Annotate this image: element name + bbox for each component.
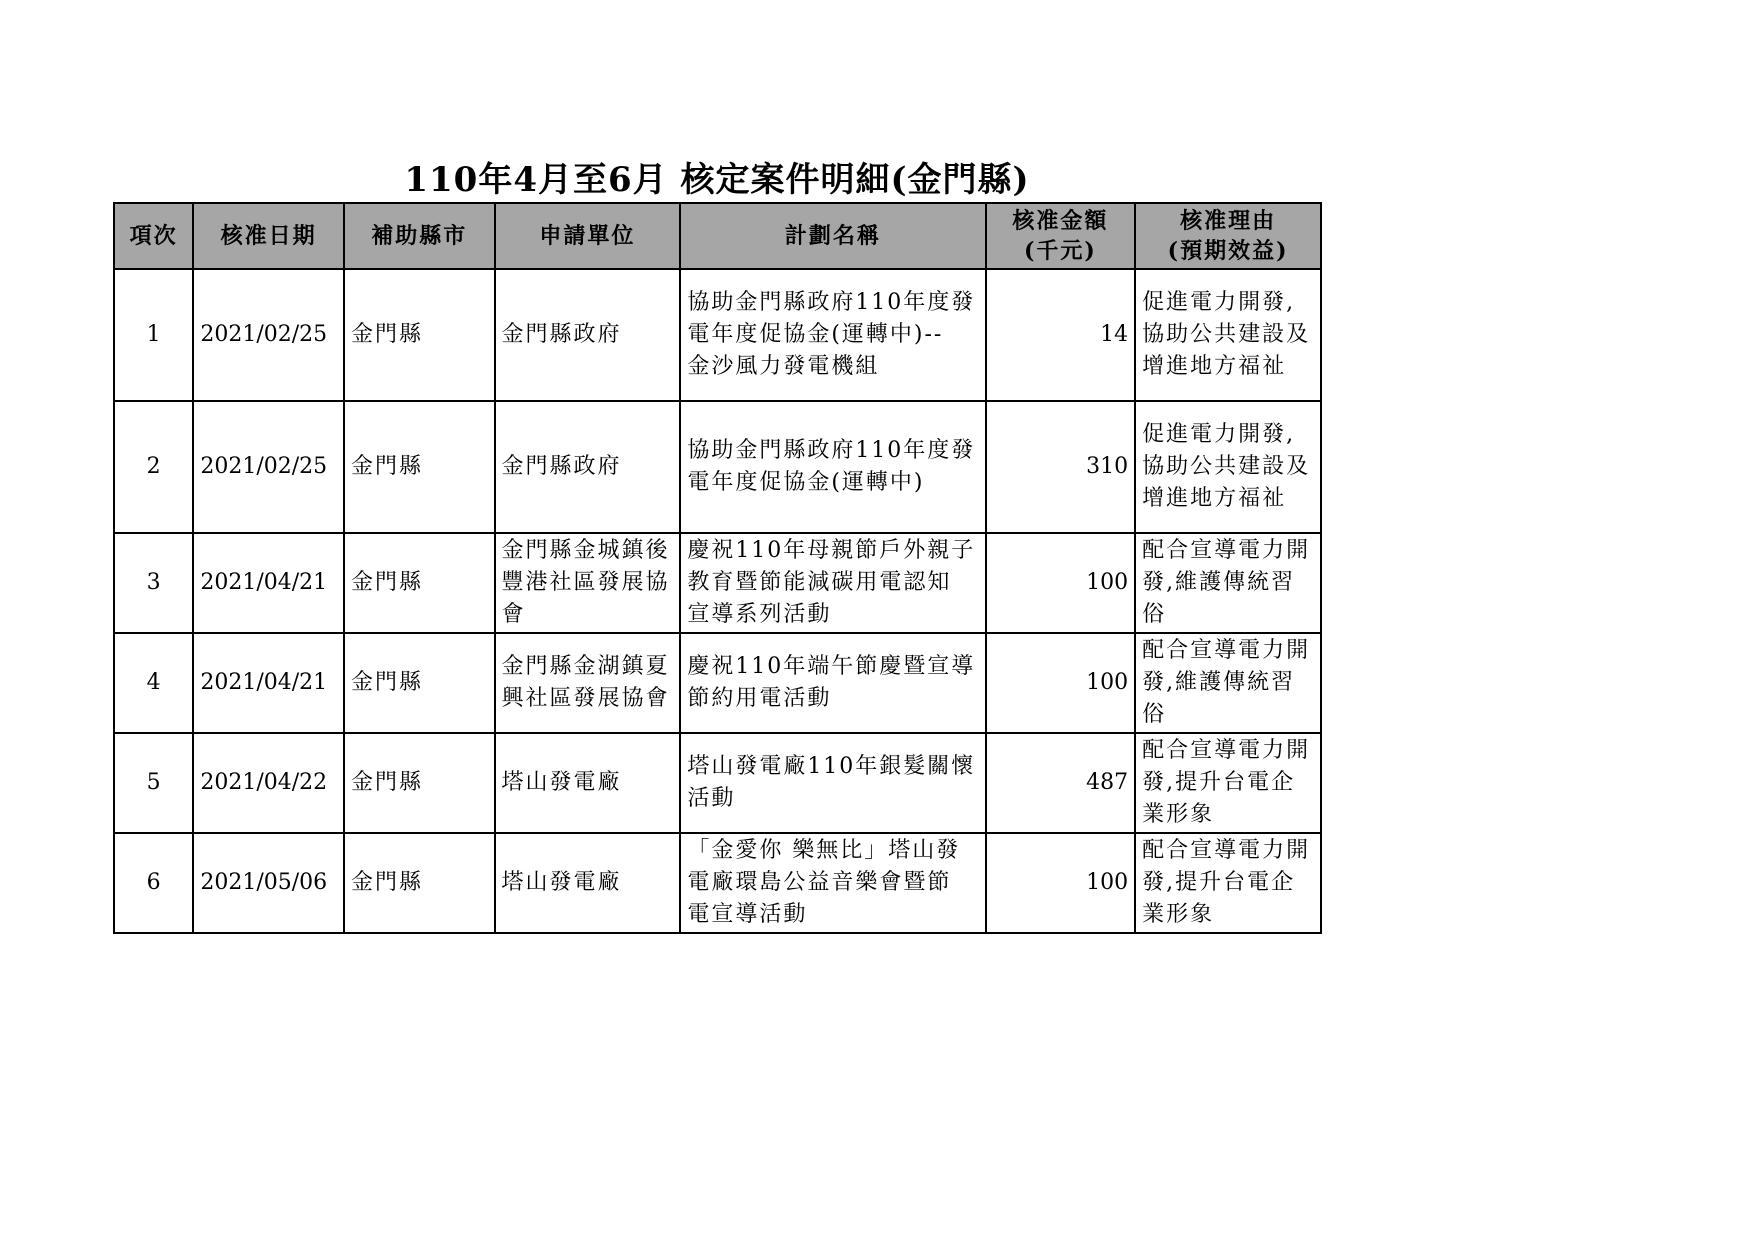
applicant-line: 金門縣政府: [501, 322, 622, 347]
project-line: 慶祝110年母親節戶外親子: [687, 538, 976, 563]
cell-no: 2: [114, 401, 193, 533]
cell-date: 2021/04/22: [193, 733, 344, 833]
table-header-row: [114, 203, 1321, 269]
project-line: 「金愛你 樂無比」塔山發: [687, 838, 961, 863]
reason-line: 俗: [1142, 702, 1167, 727]
applicant-line: 金門縣金湖鎮夏: [501, 654, 670, 679]
cell-no: 4: [114, 633, 193, 733]
project-line: 電年度促協金(運轉中)--: [687, 322, 944, 347]
cell-county: 金門縣: [344, 401, 495, 533]
cell-no: 1: [114, 269, 193, 401]
table-row: [114, 269, 1321, 401]
project-line: 金沙風力發電機組: [687, 354, 880, 379]
cell-amount: 310: [986, 401, 1136, 533]
reason-line: 促進電力開發,: [1142, 422, 1296, 447]
cell-no: 6: [114, 833, 193, 933]
reason-line: 協助公共建設及: [1142, 322, 1311, 347]
cell-amount: 100: [986, 633, 1136, 733]
header-date: 核准日期: [193, 203, 344, 269]
header-reason-sub: (預期效益): [1167, 238, 1289, 264]
cell-reason: [1135, 633, 1321, 733]
project-line: 電宣導活動: [687, 902, 808, 927]
project-line: 活動: [687, 786, 736, 811]
header-amount: [986, 203, 1136, 269]
cell-applicant: [495, 533, 681, 633]
project-line: 電年度促協金(運轉中): [687, 470, 925, 495]
table-row: [114, 733, 1321, 833]
reason-line: 俗: [1142, 602, 1167, 627]
cell-amount: 100: [986, 533, 1136, 633]
cell-applicant: [495, 833, 681, 933]
reason-line: 協助公共建設及: [1142, 454, 1311, 479]
applicant-line: 塔山發電廠: [501, 770, 622, 795]
cell-county: 金門縣: [344, 633, 495, 733]
reason-line: 業形象: [1142, 902, 1215, 927]
page-title: 110年4月至6月 核定案件明細(金門縣): [404, 160, 1030, 200]
cell-reason: [1135, 533, 1321, 633]
reason-line: 增進地方福祉: [1142, 354, 1287, 379]
header-reason-label: 核准理由: [1180, 208, 1277, 234]
cell-no: 3: [114, 533, 193, 633]
cell-project: [680, 833, 985, 933]
table-row: [114, 533, 1321, 633]
cell-project: [680, 633, 985, 733]
cell-project: [680, 269, 985, 401]
cell-project: [680, 533, 985, 633]
table-body: [114, 269, 1321, 933]
reason-line: 發,維護傳統習: [1142, 570, 1296, 595]
cell-date: 2021/02/25: [193, 401, 344, 533]
table-row: [114, 833, 1321, 933]
header-amount-label: 核准金額: [1012, 208, 1109, 234]
cell-reason: [1135, 269, 1321, 401]
project-line: 教育暨節能減碳用電認知: [687, 570, 952, 595]
project-line: 慶祝110年端午節慶暨宣導: [687, 654, 976, 679]
applicant-line: 興社區發展協會: [501, 686, 670, 711]
cell-reason: [1135, 833, 1321, 933]
applicant-line: 金門縣金城鎮後: [501, 538, 670, 563]
cell-date: 2021/02/25: [193, 269, 344, 401]
cell-applicant: [495, 733, 681, 833]
cell-amount: 100: [986, 833, 1136, 933]
reason-line: 配合宣導電力開: [1142, 738, 1311, 763]
header-no: 項次: [114, 203, 193, 269]
reason-line: 業形象: [1142, 802, 1215, 827]
cell-date: 2021/04/21: [193, 533, 344, 633]
cell-applicant: [495, 269, 681, 401]
project-line: 節約用電活動: [687, 686, 832, 711]
cell-no: 5: [114, 733, 193, 833]
reason-line: 配合宣導電力開: [1142, 838, 1311, 863]
reason-line: 發,維護傳統習: [1142, 670, 1296, 695]
reason-line: 發,提升台電企: [1142, 870, 1296, 895]
cell-amount: 487: [986, 733, 1136, 833]
cell-county: 金門縣: [344, 833, 495, 933]
cell-applicant: [495, 633, 681, 733]
cell-reason: [1135, 401, 1321, 533]
cell-date: 2021/04/21: [193, 633, 344, 733]
reason-line: 發,提升台電企: [1142, 770, 1296, 795]
project-line: 協助金門縣政府110年度發: [687, 290, 976, 315]
applicant-line: 塔山發電廠: [501, 870, 622, 895]
header-reason: [1135, 203, 1321, 269]
reason-line: 促進電力開發,: [1142, 290, 1296, 315]
applicant-line: 豐港社區發展協: [501, 570, 670, 595]
cell-applicant: [495, 401, 681, 533]
reason-line: 增進地方福祉: [1142, 486, 1287, 511]
reason-line: 配合宣導電力開: [1142, 638, 1311, 663]
table-row: [114, 633, 1321, 733]
cell-reason: [1135, 733, 1321, 833]
cell-county: 金門縣: [344, 533, 495, 633]
approved-cases-table: [113, 202, 1322, 934]
project-line: 塔山發電廠110年銀髮關懷: [687, 754, 976, 779]
cell-county: 金門縣: [344, 733, 495, 833]
project-line: 電廠環島公益音樂會暨節: [687, 870, 952, 895]
header-amount-unit: (千元): [1023, 238, 1097, 264]
cell-project: [680, 401, 985, 533]
applicant-line: 會: [501, 602, 526, 627]
cell-project: [680, 733, 985, 833]
cell-date: 2021/05/06: [193, 833, 344, 933]
header-applicant: 申請單位: [495, 203, 681, 269]
table-row: [114, 401, 1321, 533]
project-line: 宣導系列活動: [687, 602, 832, 627]
project-line: 協助金門縣政府110年度發: [687, 438, 976, 463]
header-county: 補助縣市: [344, 203, 495, 269]
applicant-line: 金門縣政府: [501, 454, 622, 479]
reason-line: 配合宣導電力開: [1142, 538, 1311, 563]
cell-amount: 14: [986, 269, 1136, 401]
header-project: 計劃名稱: [680, 203, 985, 269]
cell-county: 金門縣: [344, 269, 495, 401]
